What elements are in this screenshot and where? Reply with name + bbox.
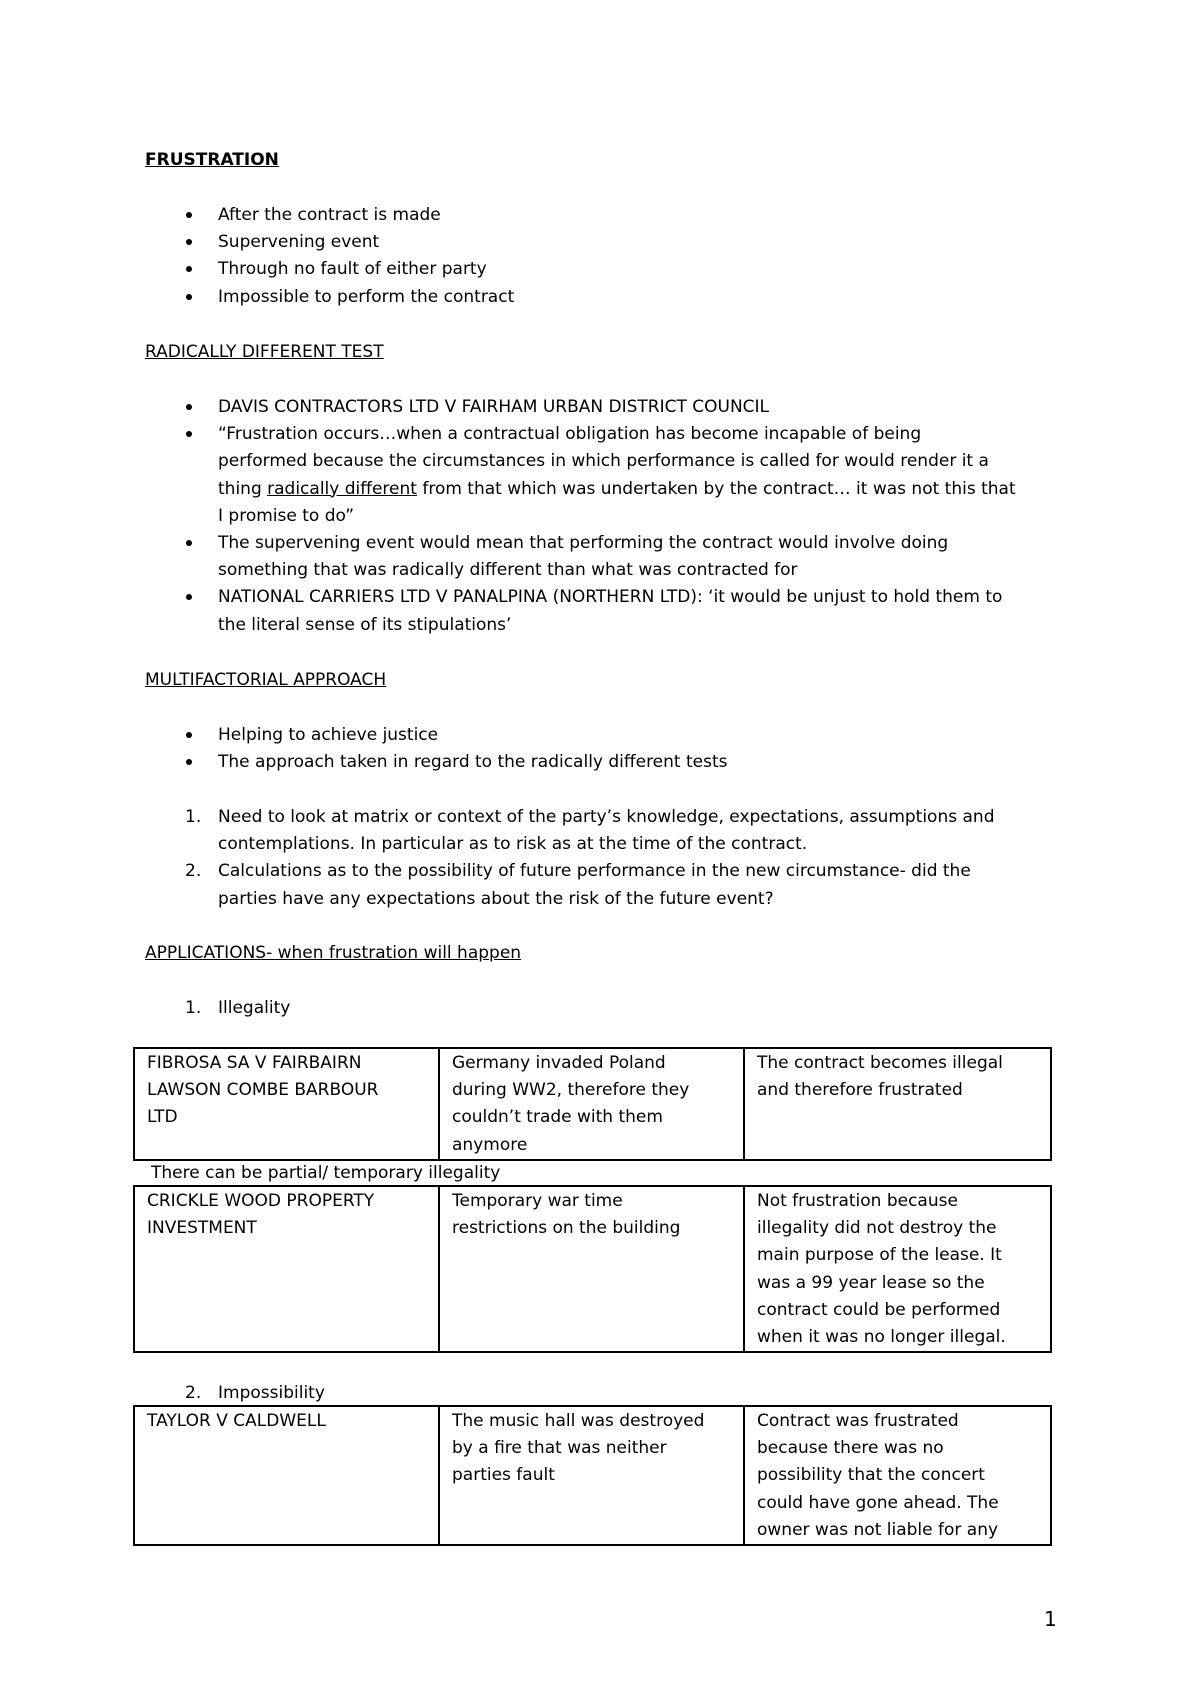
quote-line: I promise to do” <box>218 505 355 526</box>
item-number: 1. <box>185 807 202 827</box>
case-name-cell <box>134 1048 439 1160</box>
cell-line: The music hall was destroyed <box>452 1411 705 1431</box>
illegality-number: 1. <box>185 998 202 1018</box>
list-item: Through no fault of either party <box>145 256 514 283</box>
cell-line: when it was no longer illegal. <box>757 1327 1006 1348</box>
numbered-item <box>145 804 994 858</box>
cell-line: parties fault <box>452 1465 555 1486</box>
multifactorial-numbered-list <box>145 804 994 913</box>
cell-line: Germany invaded Poland <box>452 1053 666 1073</box>
cell-line: possibility that the concert <box>757 1465 985 1486</box>
radically-different-bullets <box>145 394 1016 639</box>
item-text: Calculations as to the possibility of future performance in the new circumstance- did the <box>218 861 971 882</box>
impossibility-number: 2. <box>185 1383 202 1403</box>
cell-line: was a 99 year lease so the <box>757 1272 985 1293</box>
cell-line: by a fire that was neither <box>452 1438 667 1459</box>
frustration-bullets <box>145 202 514 311</box>
list-item: After the contract is made <box>145 202 514 229</box>
illegality-label: Illegality <box>218 998 291 1018</box>
quote-line: “Frustration occurs…when a contractual obligation has become incapable of being <box>218 424 922 445</box>
page-number: 1 <box>1044 1607 1057 1631</box>
cell-line: LTD <box>147 1107 178 1128</box>
cell-line: Temporary war time <box>452 1191 623 1211</box>
quote-line: performed because the circumstances in which performance is called for would render it a <box>218 451 989 472</box>
list-item: The approach taken in regard to the radically different tests <box>145 749 728 776</box>
cell-line: The contract becomes illegal <box>757 1053 1003 1073</box>
list-item: Impossible to perform the contract <box>145 284 514 311</box>
case-facts-cell <box>439 1048 744 1160</box>
list-item-text: The supervening event would mean that performing the contract would involve doing <box>218 533 949 554</box>
cell-line: Contract was frustrated <box>757 1411 959 1431</box>
illegality-case-table-1 <box>133 1047 1052 1161</box>
cell-line: FIBROSA SA V FAIRBAIRN <box>147 1053 362 1073</box>
cell-line: during WW2, therefore they <box>452 1080 690 1101</box>
case-facts-cell <box>439 1406 744 1545</box>
quote-line: thing <box>218 478 268 499</box>
cell-line: main purpose of the lease. It <box>757 1245 1002 1266</box>
cell-line: couldn’t trade with them <box>452 1107 663 1128</box>
cell-line: anymore <box>452 1134 528 1155</box>
cell-line: restrictions on the building <box>452 1218 681 1239</box>
case-outcome-cell <box>744 1406 1051 1545</box>
impossibility-label: Impossibility <box>218 1383 325 1403</box>
frustration-heading: FRUSTRATION <box>145 150 279 170</box>
table-row <box>134 1186 1051 1352</box>
item-text: Need to look at matrix or context of the party’s knowledge, expectations, assumptions and <box>218 807 995 827</box>
item-number: 2. <box>185 861 202 882</box>
case-outcome-cell <box>744 1186 1051 1352</box>
case-outcome-cell <box>744 1048 1051 1160</box>
cell-line: contract could be performed <box>757 1299 1001 1320</box>
applications-heading: APPLICATIONS- when frustration will happen <box>145 943 522 963</box>
case-facts-cell <box>439 1186 744 1352</box>
quote-underlined-text: radically different <box>267 478 417 499</box>
multifactorial-heading: MULTIFACTORIAL APPROACH <box>145 670 387 690</box>
quote-line: from that which was undertaken by the contract… it was not this that <box>416 478 1016 499</box>
cell-line: because there was no <box>757 1438 944 1459</box>
cell-line: and therefore frustrated <box>757 1080 963 1101</box>
case-name-cell <box>134 1406 439 1545</box>
list-item <box>145 530 1016 584</box>
list-item-text: something that was radically different than what was contracted for <box>218 560 798 581</box>
list-item-text: DAVIS CONTRACTORS LTD V FAIRHAM URBAN DISTRICT COUNCIL <box>218 397 770 417</box>
list-item <box>145 421 1016 530</box>
list-item <box>145 394 1016 421</box>
table-row <box>134 1406 1051 1545</box>
multifactorial-bullets <box>145 722 728 776</box>
list-item-text: NATIONAL CARRIERS LTD V PANALPINA (NORTHERN LTD): ‘it would be unjust to hold them to <box>218 587 1003 608</box>
numbered-item <box>145 858 994 912</box>
cell-line: CRICKLE WOOD PROPERTY <box>147 1191 375 1211</box>
cell-line: owner was not liable for any <box>757 1519 999 1540</box>
list-item <box>145 584 1016 638</box>
partial-illegality-note: There can be partial/ temporary illegality <box>151 1163 501 1183</box>
cell-line: could have gone ahead. The <box>757 1492 999 1513</box>
list-item: Supervening event <box>145 229 514 256</box>
radically-different-heading: RADICALLY DIFFERENT TEST <box>145 342 384 362</box>
item-text: contemplations. In particular as to risk as at the time of the contract. <box>218 834 808 855</box>
cell-line: Not frustration because <box>757 1191 958 1211</box>
list-item-text: the literal sense of its stipulations’ <box>218 614 512 635</box>
cell-line: LAWSON COMBE BARBOUR <box>147 1080 379 1101</box>
cell-line: illegality did not destroy the <box>757 1218 997 1239</box>
table-row <box>134 1048 1051 1160</box>
case-name-cell <box>134 1186 439 1352</box>
cell-line: TAYLOR V CALDWELL <box>147 1411 326 1431</box>
impossibility-case-table <box>133 1405 1052 1546</box>
cell-line: INVESTMENT <box>147 1218 257 1239</box>
item-text: parties have any expectations about the risk of the future event? <box>218 888 774 909</box>
list-item: Helping to achieve justice <box>145 722 728 749</box>
illegality-case-table-2 <box>133 1185 1052 1353</box>
